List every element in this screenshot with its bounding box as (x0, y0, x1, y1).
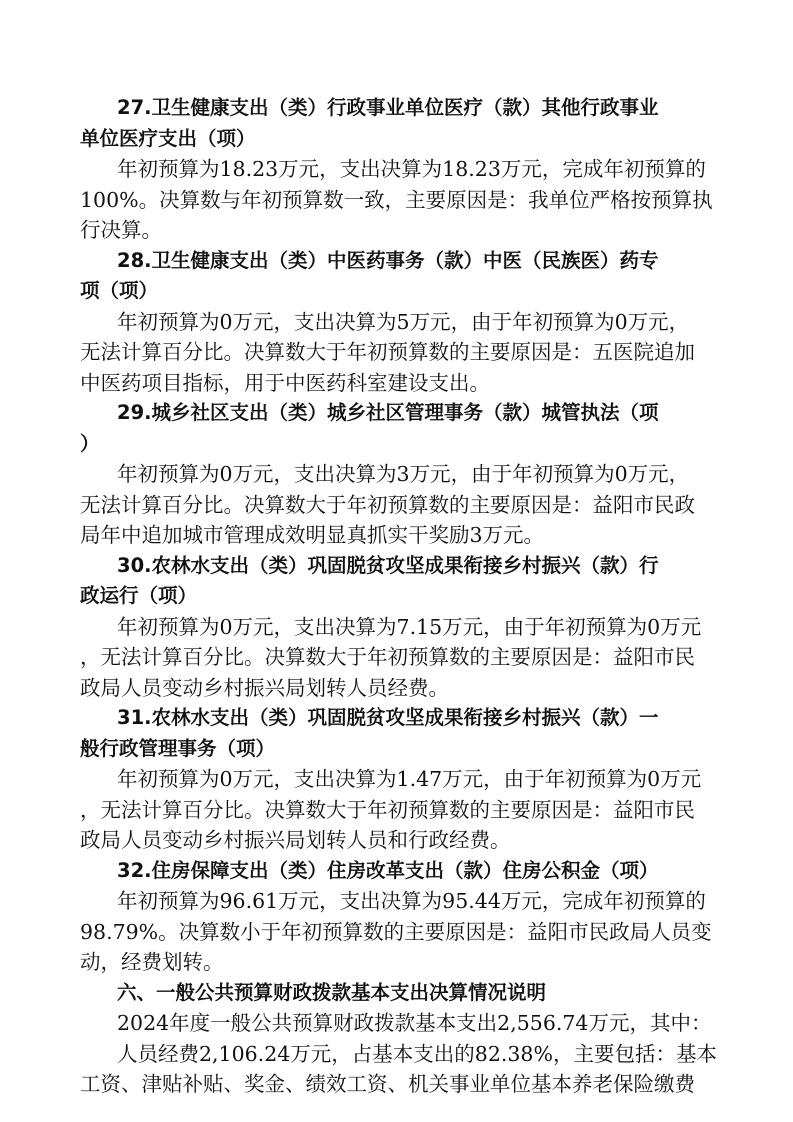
paragraph-line: 2024年度一般公共预算财政拨款基本支出2,556.74万元，其中： (117, 1011, 712, 1035)
paragraph-line: 年初预算为0万元，支出决算为3万元，由于年初预算为0万元， (117, 462, 690, 486)
section-heading-6: 六、一般公共预算财政拨款基本支出决算情况说明 (117, 980, 547, 1004)
paragraph-line: 无法计算百分比。决算数大于年初预算数的主要原因是：益阳市民政 (80, 492, 695, 517)
paragraph-line: 无法计算百分比。决算数大于年初预算数的主要原因是：五医院追加 (80, 340, 695, 364)
heading-item-31-cont: 般行政管理事务（项） (80, 736, 276, 760)
paragraph-line: 中医药项目指标，用于中医药科室建设支出。 (80, 370, 490, 395)
paragraph-line: 行决算。 (80, 218, 162, 242)
heading-item-30: 30.农林水支出（类）巩固脱贫攻坚成果衔接乡村振兴（款）行 (117, 553, 659, 577)
heading-item-28: 28.卫生健康支出（类）中医药事务（款）中医（民族医）药专 (117, 248, 659, 272)
paragraph-line: 年初预算为18.23万元，支出决算为18.23万元，完成年初预算的 (117, 157, 706, 181)
paragraph-line: 人员经费2,106.24万元，占基本支出的82.38%，主要包括：基本 (117, 1041, 717, 1066)
paragraph-line: 98.79%。决算数小于年初预算数的主要原因是：益阳市民政局人员变 (80, 919, 712, 944)
paragraph-line: ，无法计算百分比。决算数大于年初预算数的主要原因是：益阳市民 (80, 797, 695, 822)
heading-item-27-cont: 单位医疗支出（项） (80, 126, 256, 150)
paragraph-line: 100%。决算数与年初预算数一致，主要原因是：我单位严格按预算执 (80, 187, 713, 212)
paragraph-line: 年初预算为0万元，支出决算为7.15万元，由于年初预算为0万元 (117, 614, 702, 639)
paragraph-line: 政局人员变动乡村振兴局划转人员和行政经费。 (80, 828, 511, 852)
paragraph-line: 年初预算为96.61万元，支出决算为95.44万元，完成年初预算的 (117, 889, 706, 913)
heading-item-30-cont: 政运行（项） (80, 584, 198, 607)
paragraph-line: 局年中追加城市管理成效明显真抓实干奖励3万元。 (80, 523, 545, 547)
paragraph-line: ，无法计算百分比。决算数大于年初预算数的主要原因是：益阳市民 (80, 645, 695, 669)
paragraph-line: 工资、津贴补贴、奖金、绩效工资、机关事业单位基本养老保险缴费 (80, 1072, 695, 1096)
heading-item-31: 31.农林水支出（类）巩固脱贫攻坚成果衔接乡村振兴（款）一 (117, 706, 659, 729)
document-page (80, 93, 720, 1100)
paragraph-line: 年初预算为0万元，支出决算为1.47万元，由于年初预算为0万元 (117, 767, 702, 791)
paragraph-line: 年初预算为0万元，支出决算为5万元，由于年初预算为0万元， (117, 309, 690, 334)
heading-item-27: 27.卫生健康支出（类）行政事业单位医疗（款）其他行政事业 (117, 96, 659, 119)
heading-item-29-cont: ） (80, 431, 100, 455)
heading-item-28-cont: 项（项） (80, 279, 159, 302)
paragraph-line: 政局人员变动乡村振兴局划转人员经费。 (80, 675, 449, 700)
paragraph-line: 动，经费划转。 (80, 950, 224, 974)
heading-item-29: 29.城乡社区支出（类）城乡社区管理事务（款）城管执法（项 (117, 401, 659, 424)
heading-item-32: 32.住房保障支出（类）住房改革支出（款）住房公积金（项） (117, 858, 659, 882)
